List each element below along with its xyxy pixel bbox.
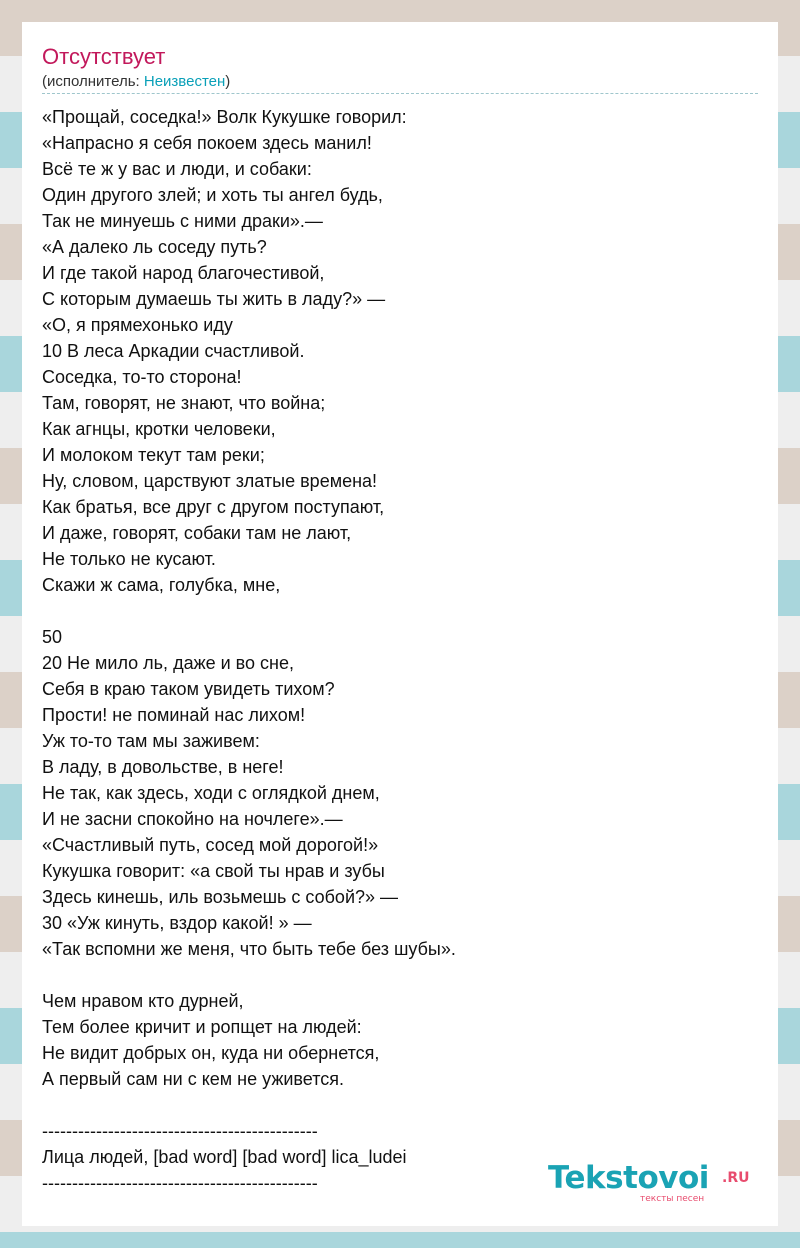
lyric-line: Себя в краю таком увидеть тихом? (42, 679, 335, 699)
lyric-line: Соседка, то-то сторона! (42, 367, 242, 387)
lyric-line: Скажи ж сама, голубка, мне, (42, 575, 281, 595)
artist-link[interactable]: Неизвестен (143, 73, 226, 90)
lyric-line: 10 В леса Аркадии счастливой. (42, 341, 305, 361)
lyric-line: «Счастливый путь, сосед мой дорогой!» (42, 835, 379, 855)
lyric-line: Так не минуешь с ними драки».— (42, 211, 323, 231)
lyric-line: И не засни спокойно на ночлеге».— (42, 809, 343, 829)
lyric-line: А первый сам ни с кем не уживется. (42, 1069, 344, 1089)
logo-tld: .RU (722, 1170, 750, 1186)
lyric-line: Как агнцы, кротки человеки, (42, 419, 276, 439)
artist-suffix: ) (225, 73, 231, 90)
artist-prefix: (исполнитель: (42, 73, 144, 90)
lyric-line: Здесь кинешь, иль возьмешь с собой?» — (42, 887, 399, 907)
lyric-line: «А далеко ль соседу путь? (42, 237, 267, 257)
logo-wordmark: Tekstovoi (548, 1160, 709, 1196)
artist-line (42, 73, 230, 91)
lyric-line: «О, я прямехонько иду (42, 315, 233, 335)
lyric-line: И даже, говорят, собаки там не лают, (42, 523, 352, 543)
lyric-line: Как братья, все друг с другом поступают, (42, 497, 385, 517)
lyric-line: Кукушка говорит: «а свой ты нрав и зубы (42, 861, 385, 881)
lyric-line: Не так, как здесь, ходи с оглядкой днем, (42, 783, 380, 803)
lyric-line: Прости! не поминай нас лихом! (42, 705, 306, 725)
lyric-line: С которым думаешь ты жить в ладу?» — (42, 289, 386, 309)
lyric-line: Не только не кусают. (42, 549, 216, 569)
lyric-line: 30 «Уж кинуть, вздор какой! » — (42, 913, 312, 933)
lyric-line (42, 962, 758, 988)
lyric-line (42, 1092, 758, 1118)
logo-tagline: тексты песен (640, 1194, 705, 1204)
lyric-line: Всё те ж у вас и люди, и собаки: (42, 159, 312, 179)
lyric-line: Не видит добрых он, куда ни обернется, (42, 1043, 380, 1063)
lyric-line: Тем более кричит и ропщет на людей: (42, 1017, 362, 1037)
song-title: Отсутствует (42, 44, 166, 69)
lyric-line: «Прощай, соседка!» Волк Кукушке говорил: (42, 107, 407, 127)
lyric-line: Ну, словом, царствуют златые времена! (42, 471, 378, 491)
site-logo[interactable] (548, 1160, 758, 1204)
lyric-line (42, 598, 758, 624)
lyric-line: ---------------------------------------------- (42, 1173, 318, 1193)
lyric-line: Уж то-то там мы заживем: (42, 731, 260, 751)
lyrics-card (22, 22, 778, 1226)
lyric-line: «Напрасно я себя покоем здесь манил! (42, 133, 372, 153)
lyric-line: «Так вспомни же меня, что быть тебе без шубы». (42, 939, 456, 959)
lyric-line: ---------------------------------------------- (42, 1121, 318, 1141)
lyrics-text (42, 104, 758, 1196)
lyric-line: Чем нравом кто дурней, (42, 991, 244, 1011)
lyric-line: 50 (42, 627, 63, 647)
title-divider (42, 93, 758, 94)
lyric-line: И где такой народ благочестивой, (42, 263, 325, 283)
lyric-line: Там, говорят, не знают, что война; (42, 393, 326, 413)
lyric-line: Один другого злей; и хоть ты ангел будь, (42, 185, 383, 205)
lyric-line: И молоком текут там реки; (42, 445, 265, 465)
lyric-line: 20 Не мило ль, даже и во сне, (42, 653, 295, 673)
lyric-line: В ладу, в довольстве, в неге! (42, 757, 284, 777)
lyric-line: Лица людей, [bad word] [bad word] lica_ludei (42, 1147, 407, 1167)
